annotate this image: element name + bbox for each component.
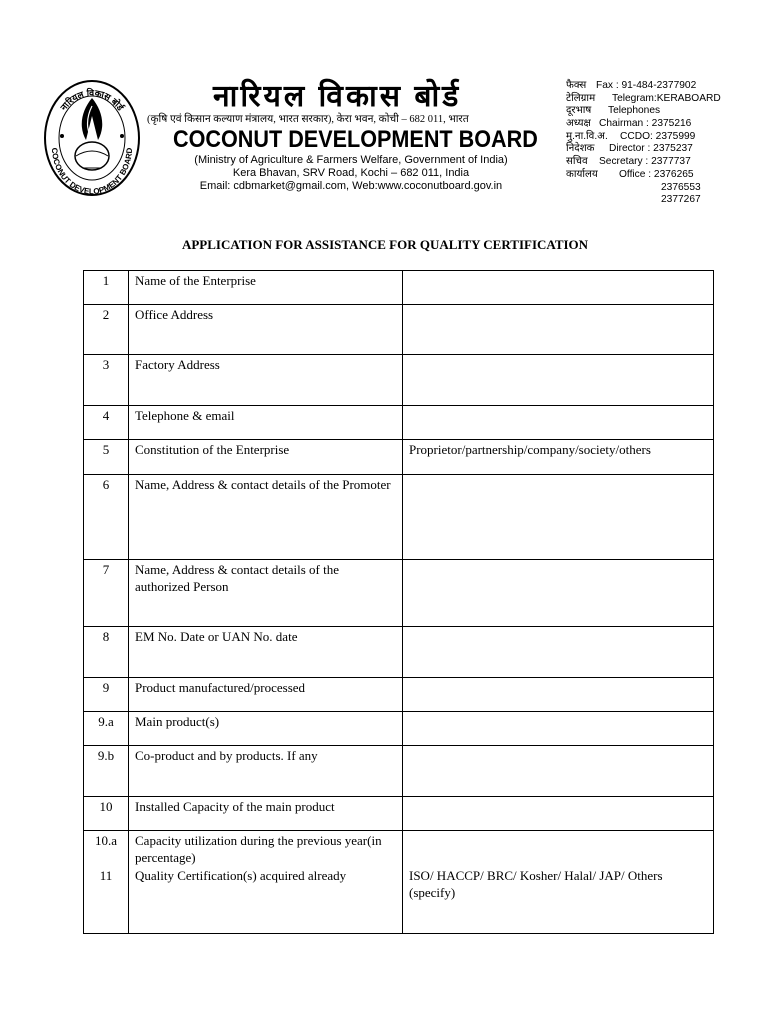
office-number-2: 2376553 xyxy=(661,181,701,193)
telephone-row xyxy=(566,105,716,118)
address-line: Kera Bhavan, SRV Road, Kochi – 682 011, India xyxy=(232,167,470,179)
svg-text:COCONUT DEVELOPMENT BOARD xyxy=(50,147,134,196)
row-value-field[interactable] xyxy=(403,627,714,678)
office-row xyxy=(566,169,716,182)
telephone-label: दूरभाष xyxy=(566,105,592,117)
row-number: 5 xyxy=(84,440,129,475)
row-number: 9.b xyxy=(84,746,129,797)
row-label: Co-product and by products. If any xyxy=(129,746,403,797)
table-row xyxy=(84,712,714,746)
office-row-2 xyxy=(566,182,716,195)
row-value-field[interactable] xyxy=(403,746,714,797)
row-number: 9 xyxy=(84,678,129,712)
row-label: Name of the Enterprise xyxy=(129,271,403,305)
table-row xyxy=(84,355,714,406)
row-label: Main product(s) xyxy=(129,712,403,746)
row-number: 4 xyxy=(84,406,129,440)
row-value-field[interactable] xyxy=(403,305,714,355)
fax-number: Fax : 91-484-2377902 xyxy=(596,80,697,91)
application-form-table xyxy=(83,270,714,934)
row-number: 2 xyxy=(84,305,129,355)
row-label: EM No. Date or UAN No. date xyxy=(129,627,403,678)
row-value-field[interactable] xyxy=(403,797,714,831)
table-row xyxy=(84,560,714,627)
row-value-field[interactable] xyxy=(403,406,714,440)
row-value-field[interactable] xyxy=(403,712,714,746)
row-label: Name, Address & contact details of the authorized Person xyxy=(129,560,403,627)
row-label: Installed Capacity of the main product xyxy=(129,797,403,831)
row-number: 7 xyxy=(84,560,129,627)
table-row xyxy=(84,746,714,797)
office-row-3 xyxy=(566,194,716,207)
telegram-value: Telegram:KERABOARD xyxy=(612,92,721,104)
row-value-field[interactable] xyxy=(403,271,714,305)
office-number: Office : 2376265 xyxy=(619,168,694,180)
row-number: 3 xyxy=(84,355,129,406)
secretary-number: Secretary : 2377737 xyxy=(599,156,691,168)
table-row xyxy=(84,831,714,867)
row-value-field[interactable] xyxy=(403,355,714,406)
director-number: Director : 2375237 xyxy=(609,143,693,155)
row-number: 10 xyxy=(84,797,129,831)
row-value-field[interactable] xyxy=(403,560,714,627)
row-number: 9.a xyxy=(84,712,129,746)
table-row xyxy=(84,797,714,831)
row-label: Product manufactured/processed xyxy=(129,678,403,712)
row-number: 6 xyxy=(84,475,129,560)
row-value-field[interactable]: ISO/ HACCP/ BRC/ Kosher/ Halal/ JAP/ Others (specify) xyxy=(403,866,714,933)
table-row xyxy=(84,305,714,355)
table-row xyxy=(84,627,714,678)
row-number: 1 xyxy=(84,271,129,305)
chairman-number: Chairman : 2375216 xyxy=(599,118,692,130)
form-title: APPLICATION FOR ASSISTANCE FOR QUALITY CERTIFICATION xyxy=(181,237,589,252)
row-label: Office Address xyxy=(129,305,403,355)
row-number: 11 xyxy=(84,866,129,933)
row-label: Name, Address & contact details of the Promoter xyxy=(129,475,403,560)
chairman-row xyxy=(566,118,716,131)
org-title: COCONUT DEVELOPMENT BOARD xyxy=(173,126,538,153)
row-label: Quality Certification(s) acquired already xyxy=(129,866,403,933)
telegram-row xyxy=(566,92,721,106)
coconut-board-logo xyxy=(42,76,142,198)
chairman-label: अध्यक्ष xyxy=(566,118,591,130)
hindi-subtitle: (कृषि एवं किसान कल्याण मंत्रालय, भारत सरकार), केरा भवन, कोची – 682 011, भारत xyxy=(147,114,469,125)
row-value-field[interactable]: Proprietor/partnership/company/society/others xyxy=(403,440,714,475)
table-row xyxy=(84,678,714,712)
row-value-field[interactable] xyxy=(403,475,714,560)
ccdo-label: मु.ना.वि.अ. xyxy=(566,130,608,142)
email-web-line: Email: cdbmarket@gmail.com, Web:www.coconutboard.gov.in xyxy=(199,180,503,192)
fax-row xyxy=(566,80,716,93)
director-label: निदेशक xyxy=(566,143,595,155)
director-row xyxy=(566,143,716,156)
logo-text-bottom: COCONUT DEVELOPMENT BOARD xyxy=(49,147,135,197)
office-label: कार्यालय xyxy=(566,168,598,180)
row-label: Factory Address xyxy=(129,355,403,406)
fax-label: फैक्स xyxy=(566,80,587,91)
contact-block xyxy=(566,80,721,207)
row-value-field[interactable] xyxy=(403,678,714,712)
row-number: 8 xyxy=(84,627,129,678)
secretary-label: सचिव xyxy=(566,156,588,168)
table-row xyxy=(84,475,714,560)
ccdo-number: CCDO: 2375999 xyxy=(620,130,696,142)
row-value-field[interactable] xyxy=(403,831,714,867)
office-number-3: 2377267 xyxy=(661,194,701,206)
table-row xyxy=(84,440,714,475)
telephones-heading: Telephones xyxy=(608,105,661,117)
row-label: Telephone & email xyxy=(129,406,403,440)
table-row xyxy=(84,271,714,305)
hindi-title: नारियल विकास बोर्ड xyxy=(213,80,462,113)
row-label: Constitution of the Enterprise xyxy=(129,440,403,475)
row-label: Capacity utilization during the previous year(in percentage) xyxy=(129,831,403,867)
secretary-row xyxy=(566,156,716,169)
ccdo-row xyxy=(566,131,716,144)
ministry-line: (Ministry of Agriculture & Farmers Welfare, Government of India) xyxy=(194,154,508,166)
logo-text-top: नारियल विकास बोर्ड xyxy=(58,87,126,113)
telegram-label: टेलिग्राम xyxy=(566,92,596,104)
table-row xyxy=(84,406,714,440)
table-row xyxy=(84,866,714,933)
row-number: 10.a xyxy=(84,831,129,867)
